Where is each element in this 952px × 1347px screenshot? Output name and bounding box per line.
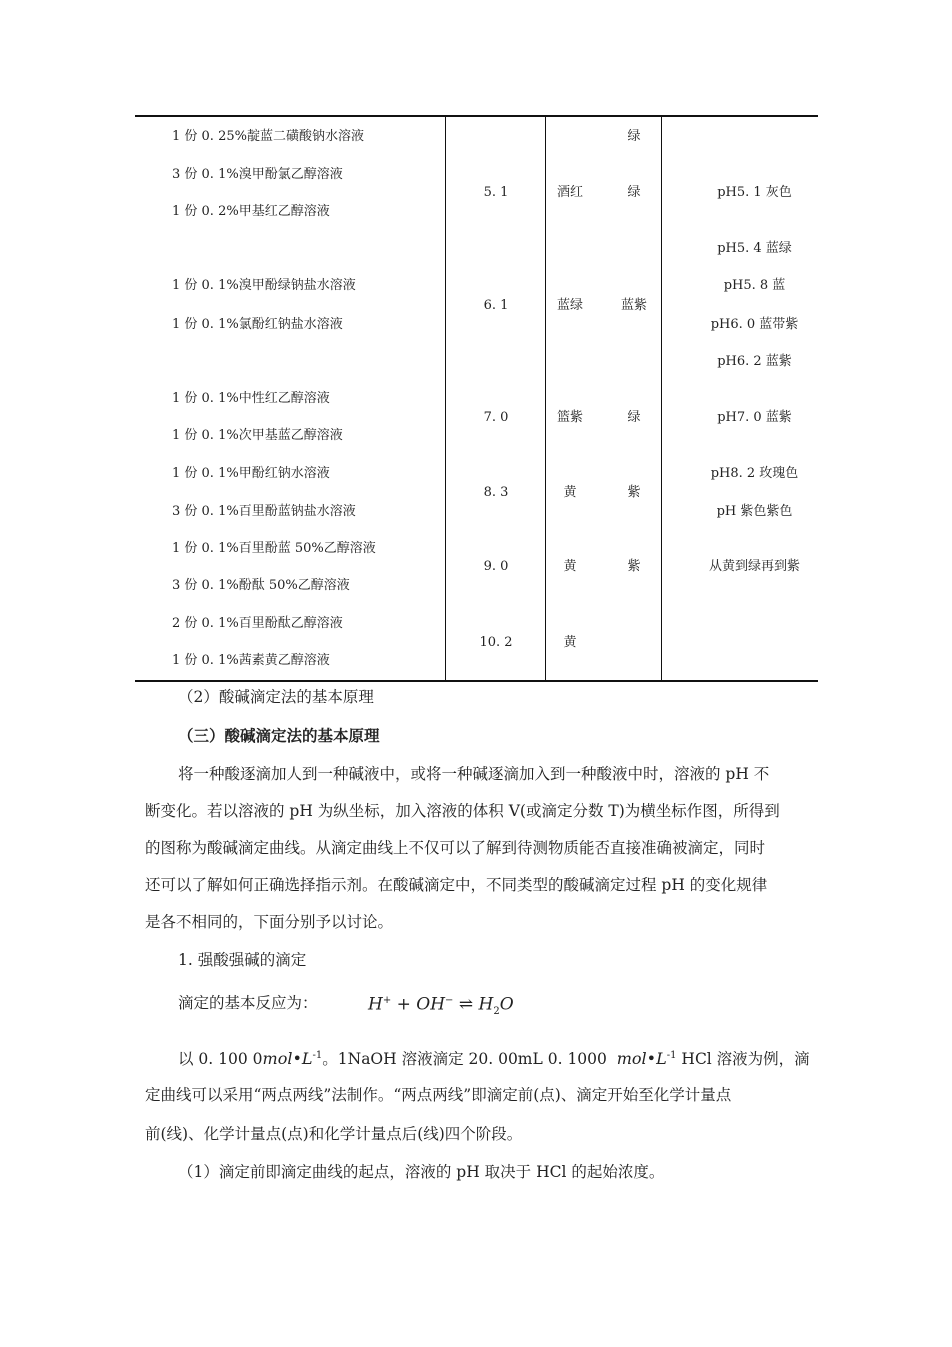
table-cell: 3 份 0. 1%百里酚蓝钠盐水溶液 [172,504,356,519]
table-cell: 5. 1 [483,185,509,200]
table-cell: pH 紫色紫色 [716,504,793,519]
table-cell: 1 份 0. 2%甲基红乙醇溶液 [172,204,330,219]
table-cell: 1 份 0. 1%中性红乙醇溶液 [172,391,330,406]
table-cell: 1 份 0. 1%甲酚红钠水溶液 [172,466,330,481]
table-cell: 紫 [627,485,641,500]
table-cell: 1 份 0. 1%茜素黄乙醇溶液 [172,653,330,668]
paragraph-line: 的图称为酸碱滴定曲线。从滴定曲线上不仅可以了解到待测物质能否直接准确被滴定，同时 [145,839,766,857]
table-cell: pH6. 2 蓝紫 [717,354,792,369]
table-cell: 蓝绿 [556,298,583,313]
table-cell: 黄 [563,559,577,574]
table-cell: 2 份 0. 1%百里酚酞乙醇溶液 [172,616,343,631]
section-heading: （三）酸碱滴定法的基本原理 [178,726,380,745]
table-cell: 从黄到绿再到紫 [708,559,800,574]
table-cell: 9. 0 [483,559,509,574]
reaction-label: 滴定的基本反应为： [178,994,318,1012]
table-cell: 绿 [627,129,641,144]
table-cell: 黄 [563,635,577,650]
table-cell: 1 份 0. 25%靛蓝二磺酸钠水溶液 [172,129,364,144]
table-cell: 8. 3 [483,485,509,500]
paragraph-line: 以 0. 100 $0mol•L^{-1}$。1NaOH 溶液滴定 20. 00mL 0. 1000 $mol•L^{-1}$ HCl 溶液为例，滴 [178,1049,810,1069]
table-cell: 1 份 0. 1%百里酚蓝 50%乙醇溶液 [172,541,376,556]
table-cell: 1 份 0. 1%次甲基蓝乙醇溶液 [172,428,343,443]
table-cell: 1 份 0. 1%溴甲酚绿钠盐水溶液 [172,278,356,293]
table-cell: pH7. 0 蓝紫 [717,410,792,425]
table-cell: 紫 [627,559,641,574]
table-divider [661,117,662,680]
table-cell: pH5. 8 蓝 [723,278,786,293]
table-cell: pH5. 1 灰色 [717,185,792,200]
section-caption: （2）酸碱滴定法的基本原理 [178,688,374,706]
table-cell: 10. 2 [479,635,513,650]
paragraph-line: 前(线)、化学计量点(点)和化学计量点后(线)四个阶段。 [145,1125,523,1143]
list-item-heading: 1. 强酸强碱的滴定 [178,951,307,969]
paragraph-line: 定曲线可以采用“两点两线”法制作。“两点两线”即滴定前(点)、滴定开始至化学计量点 [145,1086,732,1104]
table-cell: 黄 [563,485,577,500]
table-cell: 3 份 0. 1%溴甲酚氯乙醇溶液 [172,167,343,182]
table-divider [445,117,446,680]
table-cell: pH6. 0 蓝带紫 [710,317,799,332]
table-divider [545,117,546,680]
table-cell: 篮紫 [556,410,583,425]
table-cell: 6. 1 [483,298,509,313]
table-cell: 蓝紫 [620,298,647,313]
table-cell: 酒红 [556,185,583,200]
reaction-equation: H+ + OH− ⇌ $H_2O$ [368,994,514,1018]
table-cell: 绿 [627,185,641,200]
paragraph-line: 断变化。若以溶液的 pH 为纵坐标，加入溶液的体积 V(或滴定分数 T)为横坐标作图，所得到 [145,802,780,820]
paragraph-line: （1）滴定前即滴定曲线的起点，溶液的 pH 取决于 HCl 的起始浓度。 [178,1163,665,1181]
table-cell: 1 份 0. 1%氯酚红钠盐水溶液 [172,317,343,332]
paragraph-line: 还可以了解如何正确选择指示剂。在酸碱滴定中，不同类型的酸碱滴定过程 pH 的变化规律 [145,876,768,894]
table-cell: pH8. 2 玫瑰色 [710,466,799,481]
table-cell: 绿 [627,410,641,425]
paragraph-line: 是各不相同的，下面分别予以讨论。 [145,913,394,931]
table-cell: 7. 0 [483,410,509,425]
table-cell: pH5. 4 蓝绿 [717,241,792,256]
indicator-table [135,115,818,682]
table-cell: 3 份 0. 1%酚酞 50%乙醇溶液 [172,578,350,593]
paragraph-line: 将一种酸逐滴加人到一种碱液中，或将一种碱逐滴加入到一种酸液中时，溶液的 pH 不 [178,765,770,783]
